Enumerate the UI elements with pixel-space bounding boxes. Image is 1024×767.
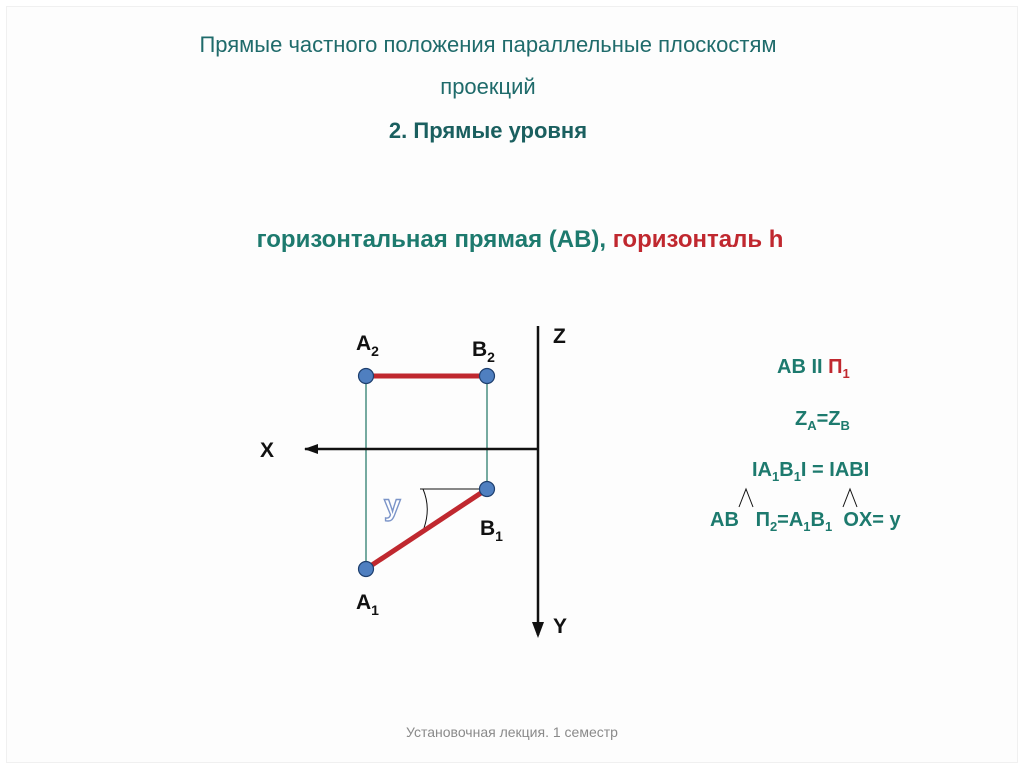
formula-length-equality [752, 459, 869, 484]
label-a1-sub: 1 [371, 602, 379, 618]
formula1-left: АВ II [777, 356, 823, 378]
slide-title-line3: 2. Прямые уровня [388, 118, 588, 143]
label-a1 [356, 591, 379, 618]
label-b2-sub: 2 [487, 349, 495, 365]
formula2-a-sub: A [807, 418, 817, 433]
label-a1-base: A [356, 591, 372, 614]
angle-label: у [384, 489, 401, 522]
formula4-a-sub: 1 [803, 519, 811, 534]
formula1-pi [828, 356, 850, 381]
angle-arc [423, 489, 427, 528]
y-axis-arrowhead [532, 622, 544, 638]
label-b1-sub: 1 [495, 528, 503, 544]
formula2-z: Z [795, 408, 808, 430]
formula2-b-sub: B [840, 418, 850, 433]
point-a1 [359, 562, 374, 577]
point-b1 [480, 482, 495, 497]
subtitle-red: горизонталь h [612, 226, 784, 253]
formula-ab-parallel-pi1 [777, 356, 850, 381]
formula1-pi-base: П [828, 356, 843, 378]
label-a2 [356, 332, 379, 359]
formula4-ab: AB [710, 509, 739, 531]
formula2-eq: =Z [816, 408, 841, 430]
formula4-pi-sub: 2 [769, 519, 778, 534]
formula4-b-sub: 1 [824, 519, 833, 534]
formula3-b-sub: 1 [793, 469, 801, 484]
label-b1-base: B [480, 517, 496, 540]
label-b2-base: B [472, 338, 488, 361]
formula4-pi: П [755, 509, 770, 531]
formula3-rest: I = IABI [800, 459, 870, 481]
formula3-b: B [779, 459, 794, 481]
label-a2-sub: 2 [371, 343, 379, 359]
formula3-a-sub: 1 [772, 469, 780, 484]
slide-footer: Установочная лекция. 1 семестр [406, 724, 618, 740]
axis-label-y: Y [553, 615, 568, 638]
slide-title-line2: проекций [440, 74, 536, 99]
point-a2 [359, 369, 374, 384]
subtitle-main: горизонтальная прямая (АВ), [256, 226, 607, 253]
formula4-b: B [810, 509, 825, 531]
formula-angle-definition [710, 509, 901, 534]
point-b2 [480, 369, 495, 384]
formula4-eq: =A [777, 509, 804, 531]
label-a2-base: A [356, 332, 372, 355]
label-b1 [480, 517, 503, 544]
label-b2 [472, 338, 495, 365]
axis-label-z: Z [553, 325, 566, 348]
formula4-rest: OX= у [843, 509, 901, 531]
formula1-pi-sub: 1 [842, 366, 850, 381]
formula-za-eq-zb [795, 408, 850, 433]
slide-title-line1: Прямые частного положения параллельные плоскостям [199, 32, 777, 57]
formula3-a: IA [752, 459, 772, 481]
axis-label-x: X [260, 439, 275, 462]
